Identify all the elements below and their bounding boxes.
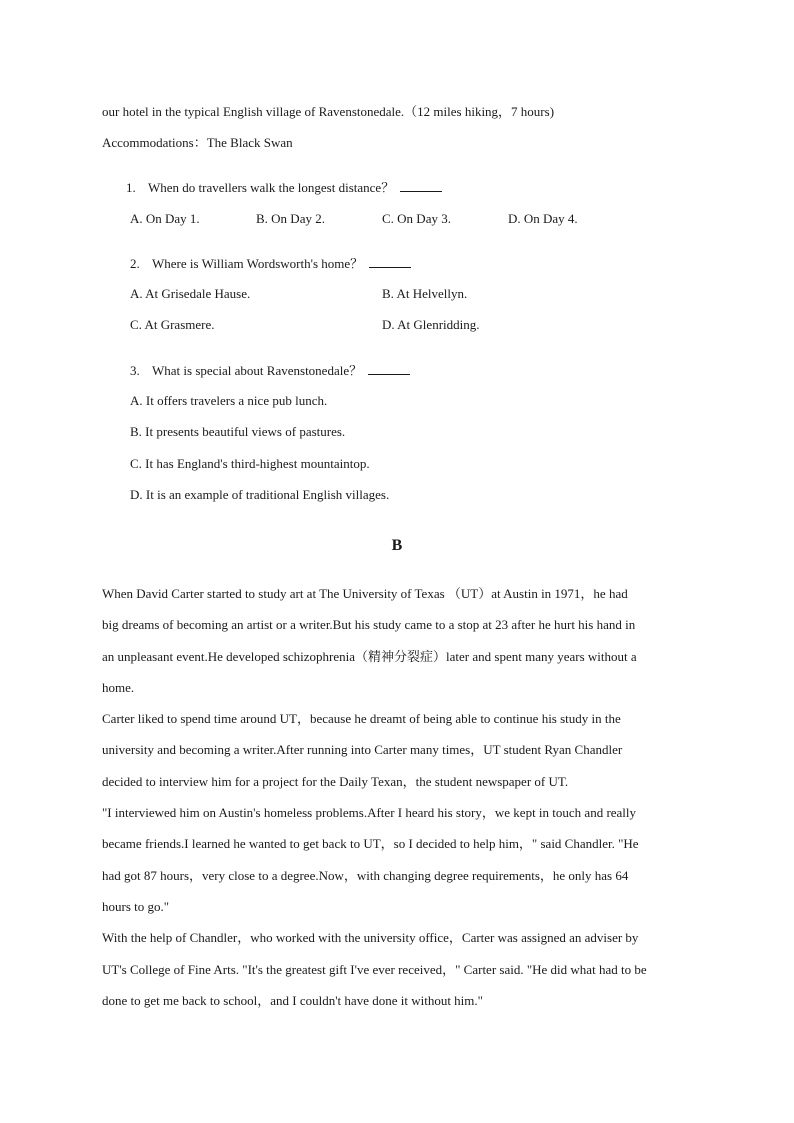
q1-option-d: D. On Day 4. bbox=[508, 211, 578, 226]
passage-line: hours to go." bbox=[102, 898, 170, 914]
q1-option-b: B. On Day 2. bbox=[256, 211, 325, 226]
q2-option-b: B. At Helvellyn. bbox=[382, 286, 468, 301]
passage-line: home. bbox=[102, 679, 135, 695]
q1-option-a: A. On Day 1. bbox=[130, 211, 200, 226]
answer-blank bbox=[369, 255, 411, 268]
accommodations-line: Accommodations：The Black Swan bbox=[102, 135, 293, 150]
question-2 bbox=[130, 255, 411, 272]
answer-blank bbox=[400, 179, 442, 192]
question-number: 2. bbox=[130, 256, 140, 271]
q2-option-c: C. At Grasmere. bbox=[130, 317, 215, 332]
passage-line: big dreams of becoming an artist or a writer.But his study came to a stop at 23 after he hurt his hand in bbox=[102, 617, 636, 633]
section-heading: B bbox=[391, 537, 403, 554]
q3-option-d: D. It is an example of traditional English villages. bbox=[130, 487, 390, 502]
q3-option-b: B. It presents beautiful views of pastures. bbox=[130, 424, 346, 439]
passage-b bbox=[102, 586, 702, 1024]
passage-line: "I interviewed him on Austin's homeless problems.After I heard his story，we kept in touch and really bbox=[102, 805, 637, 821]
q2-option-a: A. At Grisedale Hause. bbox=[130, 286, 251, 301]
question-stem: What is special about Ravenstonedale？ bbox=[152, 363, 363, 378]
question-1 bbox=[126, 179, 442, 196]
question-stem: When do travellers walk the longest distance？ bbox=[148, 180, 395, 195]
passage-line: When David Carter started to study art at The University of Texas （UT）at Austin in 1971，he had bbox=[102, 586, 628, 601]
q2-option-d: D. At Glenridding. bbox=[382, 317, 480, 332]
q1-option-c: C. On Day 3. bbox=[382, 211, 451, 226]
q3-option-a: A. It offers travelers a nice pub lunch. bbox=[130, 393, 328, 408]
question-3 bbox=[130, 362, 410, 379]
answer-blank bbox=[368, 362, 410, 375]
passage-line: had got 87 hours，very close to a degree.Now，with changing degree requirements，he only has 64 bbox=[102, 867, 629, 883]
passage-line: university and becoming a writer.After running into Carter many times，UT student Ryan Chandler bbox=[102, 742, 623, 758]
question-number: 1. bbox=[126, 180, 136, 195]
question-stem: Where is William Wordsworth's home？ bbox=[152, 256, 364, 271]
q3-option-c: C. It has England's third-highest mountaintop. bbox=[130, 456, 370, 471]
passage-line: UT's College of Fine Arts. "It's the greatest gift I've ever received，" Carter said. "He did what had to be bbox=[102, 961, 647, 977]
passage-line: Carter liked to spend time around UT，because he dreamt of being able to continue his study in the bbox=[102, 711, 621, 727]
passage-line: decided to interview him for a project for the Daily Texan，the student newspaper of UT. bbox=[102, 773, 569, 789]
passage-line: became friends.I learned he wanted to get back to UT，so I decided to help him，" said Chandler. "He bbox=[102, 836, 639, 852]
passage-line: an unpleasant event.He developed schizophrenia（精神分裂症）later and spent many years without a bbox=[102, 648, 637, 664]
question-number: 3. bbox=[130, 363, 140, 378]
passage-line: With the help of Chandler，who worked with the university office，Carter was assigned an adviser by bbox=[102, 930, 639, 946]
passage-line: done to get me back to school，and I couldn't have done it without him." bbox=[102, 992, 483, 1008]
intro-line-1: our hotel in the typical English village of Ravenstonedale.（12 miles hiking，7 hours) bbox=[102, 104, 555, 119]
